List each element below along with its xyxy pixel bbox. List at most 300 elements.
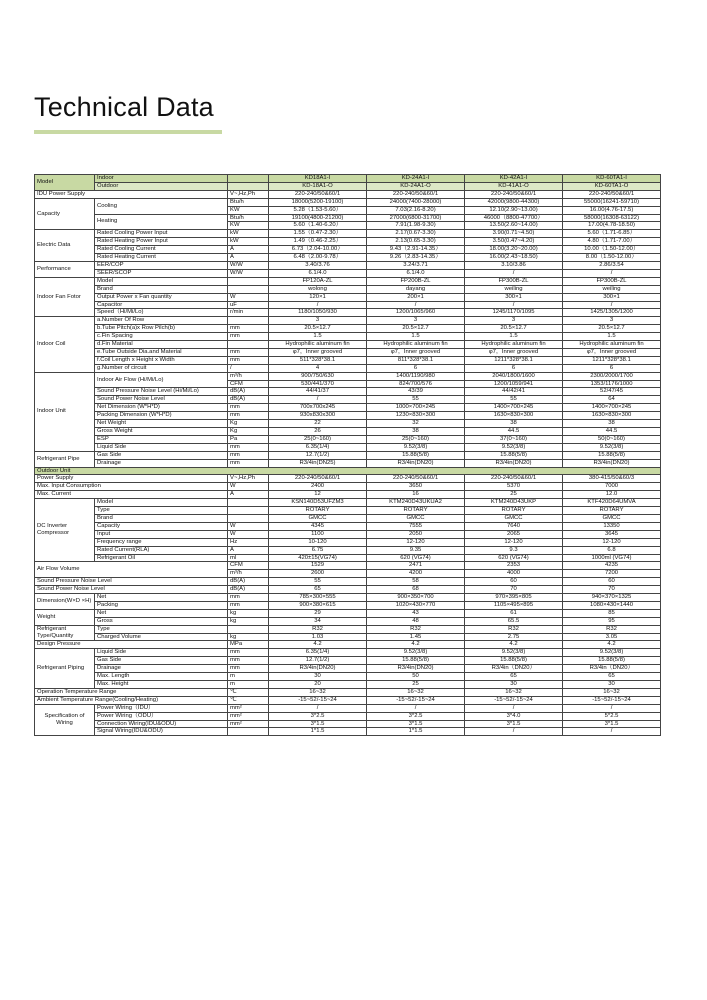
table-cell: GMCC <box>563 514 661 522</box>
table-row <box>35 451 661 459</box>
table-cell: 25(0~160) <box>367 435 465 443</box>
table-cell: 58000(16308-63122) <box>563 214 661 222</box>
table-cell: 1020×430×770 <box>367 601 465 609</box>
table-cell: 68 <box>367 586 465 594</box>
table-cell: ROTARY <box>269 507 367 515</box>
table-cell: 811*328*38.1 <box>367 356 465 364</box>
table-cell: 1200/1059/941 <box>465 380 563 388</box>
table-cell: 25(0~160) <box>269 435 367 443</box>
table-cell: 2.75 <box>465 633 563 641</box>
table-cell: Sound Pressure Noise Level (Hi/Mi/Lo) <box>95 388 228 396</box>
table-cell: V~,Hz,Ph <box>228 475 269 483</box>
table-cell: MPa <box>228 641 269 649</box>
table-cell: 9.52(3/8) <box>465 649 563 657</box>
table-cell: 37(0~160) <box>465 435 563 443</box>
table-cell: -15~52/-15~24 <box>465 696 563 704</box>
table-cell: b.Tube Pitch(a)x Row Pilch(b) <box>95 325 228 333</box>
table-cell: KW <box>228 206 269 214</box>
table-cell: W/W <box>228 269 269 277</box>
table-cell: Brand <box>95 514 228 522</box>
table-cell: 1400/1190/980 <box>367 372 465 380</box>
table-cell: φ7，Inner grooved <box>465 348 563 356</box>
table-cell: ROTARY <box>465 507 563 515</box>
table-cell: 9.52(3/8) <box>563 649 661 657</box>
table-cell: W <box>228 522 269 530</box>
table-cell: 16.00(2.43~18.50) <box>465 254 563 262</box>
table-cell: Performance <box>35 261 95 277</box>
table-row <box>35 507 661 515</box>
table-cell: Model <box>95 277 228 285</box>
table-cell: 3*2.5 <box>269 712 367 720</box>
table-cell: 4345 <box>269 522 367 530</box>
table-cell: mm <box>228 657 269 665</box>
table-cell: Packing <box>95 601 228 609</box>
table-cell: m³/h <box>228 372 269 380</box>
table-cell: KD-18A1-O <box>269 182 367 190</box>
table-cell: 65 <box>563 673 661 681</box>
table-cell: φ7，Inner grooved <box>269 348 367 356</box>
table-cell: FP120A-ZL <box>269 277 367 285</box>
table-cell: 3650 <box>367 483 465 491</box>
table-cell: 43/39 <box>367 388 465 396</box>
table-row <box>35 554 661 562</box>
table-cell: 220-240/50&60/1 <box>465 190 563 198</box>
table-cell: Weight <box>35 609 95 625</box>
table-cell <box>228 514 269 522</box>
table-cell: / <box>465 269 563 277</box>
table-cell: Max. Input Consumption <box>35 483 228 491</box>
table-cell: Sound Power Noise Level <box>95 396 228 404</box>
table-cell: r/min <box>228 309 269 317</box>
table-cell: 55 <box>465 396 563 404</box>
table-cell: R3/4in(DN20) <box>269 665 367 673</box>
table-cell: 8.00（1.50-12.00） <box>563 254 661 262</box>
table-cell: FP200B-ZL <box>367 277 465 285</box>
table-cell: Power Wiring（ODU） <box>95 712 228 720</box>
table-cell: 2300/2000/1700 <box>563 372 661 380</box>
table-row <box>35 214 661 222</box>
table-cell: 1000ml (VG74) <box>563 554 661 562</box>
table-cell: Gas Side <box>95 451 228 459</box>
table-cell: Type <box>95 507 228 515</box>
table-cell: 65.5 <box>465 617 563 625</box>
table-cell: Outdoor <box>95 182 228 190</box>
table-cell: Max. Length <box>95 673 228 681</box>
table-cell: DC Inverter Compressor <box>35 499 95 562</box>
table-cell: Capacitor <box>95 301 228 309</box>
table-cell: 20.5×12.7 <box>465 325 563 333</box>
table-cell <box>228 625 269 633</box>
table-cell: 9.43（2.91-14.35） <box>367 246 465 254</box>
table-cell: 15.88(5/8) <box>465 451 563 459</box>
table-cell: W <box>228 530 269 538</box>
table-cell: Refrigerant Piping <box>35 649 95 689</box>
table-cell: 20.5×12.7 <box>367 325 465 333</box>
table-cell: mm <box>228 404 269 412</box>
table-cell: 200×1 <box>367 293 465 301</box>
table-cell: ml <box>228 554 269 562</box>
table-cell: c.Fin Spacing <box>95 333 228 341</box>
table-cell: 6.8 <box>563 546 661 554</box>
table-cell: 970×395×805 <box>465 594 563 602</box>
table-row <box>35 578 661 586</box>
table-cell: 1*1.5 <box>367 728 465 736</box>
table-cell: KD18A1-I <box>269 175 367 183</box>
table-cell: Brand <box>95 285 228 293</box>
table-cell: CFM <box>228 562 269 570</box>
table-cell: Rated Current(RLA) <box>95 546 228 554</box>
table-cell: 3 <box>269 317 367 325</box>
table-cell: 6 <box>367 364 465 372</box>
table-cell: mm <box>228 412 269 420</box>
table-cell: Max. Height <box>95 681 228 689</box>
table-row <box>35 293 661 301</box>
table-cell: φ7，Inner grooved <box>563 348 661 356</box>
table-cell: 2.86/3.54 <box>563 261 661 269</box>
table-cell: 46000（8800-47700） <box>465 214 563 222</box>
table-cell: 38 <box>367 428 465 436</box>
table-cell: 511*328*38.1 <box>269 356 367 364</box>
table-cell: 16 <box>367 491 465 499</box>
table-row <box>35 443 661 451</box>
table-cell: 3.05 <box>563 633 661 641</box>
table-row <box>35 182 661 190</box>
table-cell: 1.49（0.46-2.25） <box>269 238 367 246</box>
table-cell <box>228 317 269 325</box>
table-cell: R32 <box>465 625 563 633</box>
table-cell: / <box>563 728 661 736</box>
table-cell: 16~32 <box>465 688 563 696</box>
table-cell: / <box>465 704 563 712</box>
table-cell: 3*1.5 <box>269 720 367 728</box>
table-cell: Indoor Coil <box>35 317 95 372</box>
table-cell: / <box>367 704 465 712</box>
table-row <box>35 546 661 554</box>
table-cell: Rated Cooling Current <box>95 246 228 254</box>
table-cell: Gross Weight <box>95 428 228 436</box>
table-cell: EER/COP <box>95 261 228 269</box>
table-cell: / <box>228 364 269 372</box>
table-cell: 1529 <box>269 562 367 570</box>
table-cell: R3/4in(DN20) <box>367 459 465 467</box>
table-cell: Net Dimension (W*H*D) <box>95 404 228 412</box>
table-cell: 1425/1305/1200 <box>563 309 661 317</box>
table-cell: dB(A) <box>228 396 269 404</box>
table-cell: 44/42/41 <box>465 388 563 396</box>
table-cell: KD-60TA1-O <box>563 182 661 190</box>
table-row <box>35 348 661 356</box>
table-cell: Ambient Temperature Range(Cooling/Heating) <box>35 696 228 704</box>
table-cell: Rated Cooling Power Input <box>95 230 228 238</box>
table-cell: KD-60TA1-I <box>563 175 661 183</box>
table-cell: 1105×495×895 <box>465 601 563 609</box>
table-cell: Sound Pressure Noise Level <box>35 578 228 586</box>
table-row <box>35 530 661 538</box>
table-row <box>35 341 661 349</box>
table-cell: 4.80（1.71-7.00） <box>563 238 661 246</box>
table-cell: 1.5 <box>367 333 465 341</box>
table-cell: 3.24/3.71 <box>367 261 465 269</box>
table-cell: 55 <box>269 578 367 586</box>
table-cell: Indoor Fan Fotor <box>35 277 95 317</box>
table-cell: 1180/1050/930 <box>269 309 367 317</box>
table-cell: mm² <box>228 704 269 712</box>
table-cell: / <box>465 728 563 736</box>
table-row <box>35 467 661 475</box>
table-row <box>35 625 661 633</box>
table-cell: Hydrophilic aluminum fin <box>367 341 465 349</box>
table-cell: 2400 <box>269 483 367 491</box>
table-cell: kg <box>228 633 269 641</box>
table-cell: Type <box>95 625 228 633</box>
table-cell: W <box>228 293 269 301</box>
table-cell: 30 <box>465 681 563 689</box>
table-cell: 6.48（2.00-9.78） <box>269 254 367 262</box>
table-row <box>35 317 661 325</box>
table-cell: 70 <box>563 586 661 594</box>
table-row <box>35 364 661 372</box>
table-cell: 26 <box>269 428 367 436</box>
table-cell: KTM240D43UKP <box>465 499 563 507</box>
table-cell: m <box>228 673 269 681</box>
table-cell: -15~52/-15~24 <box>269 696 367 704</box>
table-row <box>35 491 661 499</box>
table-cell: 52/47/45 <box>563 388 661 396</box>
table-row <box>35 475 661 483</box>
table-cell: Net Weight <box>95 420 228 428</box>
table-cell: Indoor <box>95 175 228 183</box>
table-cell: KD-41A1-O <box>465 182 563 190</box>
table-cell: Max. Current <box>35 491 228 499</box>
table-cell: 6.1/4.0 <box>269 269 367 277</box>
table-cell: 7555 <box>367 522 465 530</box>
table-cell: Air Flow Volume <box>35 562 228 578</box>
table-cell: Capacity <box>95 522 228 530</box>
table-cell: 12.10(2.90~13.00) <box>465 206 563 214</box>
table-cell: 1.03 <box>269 633 367 641</box>
table-cell: 3*1.5 <box>367 720 465 728</box>
table-cell: Connection Wiring(IDU&ODU) <box>95 720 228 728</box>
table-row <box>35 356 661 364</box>
table-cell: Net <box>95 594 228 602</box>
table-cell: mm <box>228 325 269 333</box>
table-cell: 530/441/370 <box>269 380 367 388</box>
table-row <box>35 246 661 254</box>
table-cell: 4200 <box>367 570 465 578</box>
table-cell: 30 <box>269 673 367 681</box>
table-cell: uF <box>228 301 269 309</box>
table-row <box>35 665 661 673</box>
table-cell: 9.52(3/8) <box>563 443 661 451</box>
table-cell: / <box>367 301 465 309</box>
table-cell: 15.88(5/8) <box>367 451 465 459</box>
table-cell: dB(A) <box>228 388 269 396</box>
table-row <box>35 254 661 262</box>
table-cell: 65 <box>269 586 367 594</box>
table-cell: KD-24A1-O <box>367 182 465 190</box>
table-cell: 70 <box>465 586 563 594</box>
table-cell <box>228 277 269 285</box>
table-cell: mm² <box>228 720 269 728</box>
table-cell: 940×370×1325 <box>563 594 661 602</box>
table-cell: 1353/1176/1000 <box>563 380 661 388</box>
table-row <box>35 720 661 728</box>
table-row <box>35 175 661 183</box>
table-cell: GMCC <box>465 514 563 522</box>
table-cell: Indoor Air Flow (Hi/Mi/Lo) <box>95 372 228 388</box>
table-cell: / <box>269 301 367 309</box>
table-cell: 25 <box>465 491 563 499</box>
table-row <box>35 428 661 436</box>
table-row <box>35 594 661 602</box>
table-cell: R32 <box>367 625 465 633</box>
table-cell: 1*1.5 <box>269 728 367 736</box>
table-cell: 5.28（1.53-5.60） <box>269 206 367 214</box>
table-cell: 3.50(0.47~4.20) <box>465 238 563 246</box>
table-cell: Operation Temperature Range <box>35 688 228 696</box>
table-cell: 6 <box>563 364 661 372</box>
table-cell: 1400×700×245 <box>465 404 563 412</box>
table-cell: 9.52(3/8) <box>367 443 465 451</box>
table-cell: 1211*328*38.1 <box>465 356 563 364</box>
table-cell: CFM <box>228 380 269 388</box>
table-cell: Gas Side <box>95 657 228 665</box>
table-row <box>35 483 661 491</box>
table-cell: 3*1.5 <box>465 720 563 728</box>
table-cell: 95 <box>563 617 661 625</box>
table-row <box>35 412 661 420</box>
table-cell: 9.35 <box>367 546 465 554</box>
table-cell: Frequency range <box>95 538 228 546</box>
table-cell: 4.2 <box>465 641 563 649</box>
table-cell: 16.00(4.76-17.5) <box>563 206 661 214</box>
table-cell: Indoor Unit <box>35 372 95 451</box>
table-cell: 61 <box>465 609 563 617</box>
technical-data-table <box>34 174 661 736</box>
table-cell: KD-24A1-I <box>367 175 465 183</box>
table-row <box>35 609 661 617</box>
table-cell: Hydrophilic aluminum fin <box>465 341 563 349</box>
table-cell <box>228 507 269 515</box>
table-cell: 34 <box>269 617 367 625</box>
table-cell: 6.1/4.0 <box>367 269 465 277</box>
table-cell: Speed（Hi/Mi/Lo) <box>95 309 228 317</box>
table-cell: 1.5 <box>563 333 661 341</box>
table-cell: KTM240D43UKUA2 <box>367 499 465 507</box>
table-row <box>35 238 661 246</box>
table-cell: KSN140D53UFZM3 <box>269 499 367 507</box>
table-cell: 6.35(1/4) <box>269 649 367 657</box>
table-cell: 900×380×615 <box>269 601 367 609</box>
table-cell: 2600 <box>269 570 367 578</box>
table-cell: d.Fin Material <box>95 341 228 349</box>
table-cell: R3/4in（DN20） <box>465 665 563 673</box>
table-cell: Packing Dimension (W*H*D) <box>95 412 228 420</box>
table-cell: ROTARY <box>563 507 661 515</box>
table-cell: mm <box>228 451 269 459</box>
table-cell: 16~32 <box>269 688 367 696</box>
table-cell: mm <box>228 333 269 341</box>
table-row <box>35 499 661 507</box>
table-cell: 300×1 <box>563 293 661 301</box>
table-cell: 55 <box>367 396 465 404</box>
table-cell: 220-240/50&60/1 <box>269 475 367 483</box>
table-row <box>35 277 661 285</box>
table-cell: Drainage <box>95 459 228 467</box>
table-cell: kg <box>228 617 269 625</box>
table-cell: 6.73（2.04-10.00） <box>269 246 367 254</box>
table-cell: / <box>563 269 661 277</box>
table-cell: 20 <box>269 681 367 689</box>
table-cell: Power Supply <box>35 475 228 483</box>
table-cell: f.Coil Length x Height x Width <box>95 356 228 364</box>
table-row <box>35 601 661 609</box>
table-cell <box>228 182 269 190</box>
table-cell: 42000(9800-44300) <box>465 198 563 206</box>
table-cell: W <box>228 483 269 491</box>
table-cell: 50 <box>367 673 465 681</box>
table-cell: A <box>228 246 269 254</box>
table-cell: mm <box>228 443 269 451</box>
table-cell: Input <box>95 530 228 538</box>
table-cell: Hydrophilic aluminum fin <box>269 341 367 349</box>
table-row <box>35 704 661 712</box>
table-cell: mm² <box>228 712 269 720</box>
table-cell <box>228 728 269 736</box>
table-cell <box>228 341 269 349</box>
table-row <box>35 688 661 696</box>
table-cell: 17.00(4.78-18.50) <box>563 222 661 230</box>
table-cell: Outdoor Unit <box>35 467 661 475</box>
table-cell: / <box>465 301 563 309</box>
table-cell: GMCC <box>367 514 465 522</box>
table-cell: 44.5 <box>465 428 563 436</box>
table-cell: -15~52/-15~24 <box>367 696 465 704</box>
table-cell: 20.5×12.7 <box>563 325 661 333</box>
table-cell: GMCC <box>269 514 367 522</box>
table-cell: Model <box>35 175 95 191</box>
table-row <box>35 633 661 641</box>
table-row <box>35 372 661 380</box>
table-cell: 824/700/576 <box>367 380 465 388</box>
table-cell: 7640 <box>465 522 563 530</box>
table-cell: 29 <box>269 609 367 617</box>
table-cell: 43 <box>367 609 465 617</box>
table-cell: Cooling <box>95 198 228 214</box>
table-cell: R32 <box>269 625 367 633</box>
table-cell: 120×1 <box>269 293 367 301</box>
table-cell: Rated Heating Current <box>95 254 228 262</box>
table-cell: 9.52(3/8) <box>367 649 465 657</box>
table-cell: 1230×830×300 <box>367 412 465 420</box>
table-row <box>35 514 661 522</box>
table-cell: 4.2 <box>367 641 465 649</box>
table-cell: 2040/1800/1600 <box>465 372 563 380</box>
table-row <box>35 309 661 317</box>
table-cell: 27000(6800-31700) <box>367 214 465 222</box>
table-cell: 9.3 <box>465 546 563 554</box>
table-cell: 13350 <box>563 522 661 530</box>
table-cell: 2050 <box>367 530 465 538</box>
title-underline <box>34 130 222 134</box>
table-cell: kW <box>228 238 269 246</box>
table-cell: 2.17(0.67-3.30) <box>367 230 465 238</box>
table-cell: Hz <box>228 538 269 546</box>
table-cell: Output Power x Fan quantity <box>95 293 228 301</box>
table-cell: Rated Heating Power Input <box>95 238 228 246</box>
table-cell: wolong <box>269 285 367 293</box>
table-cell: 38 <box>465 420 563 428</box>
